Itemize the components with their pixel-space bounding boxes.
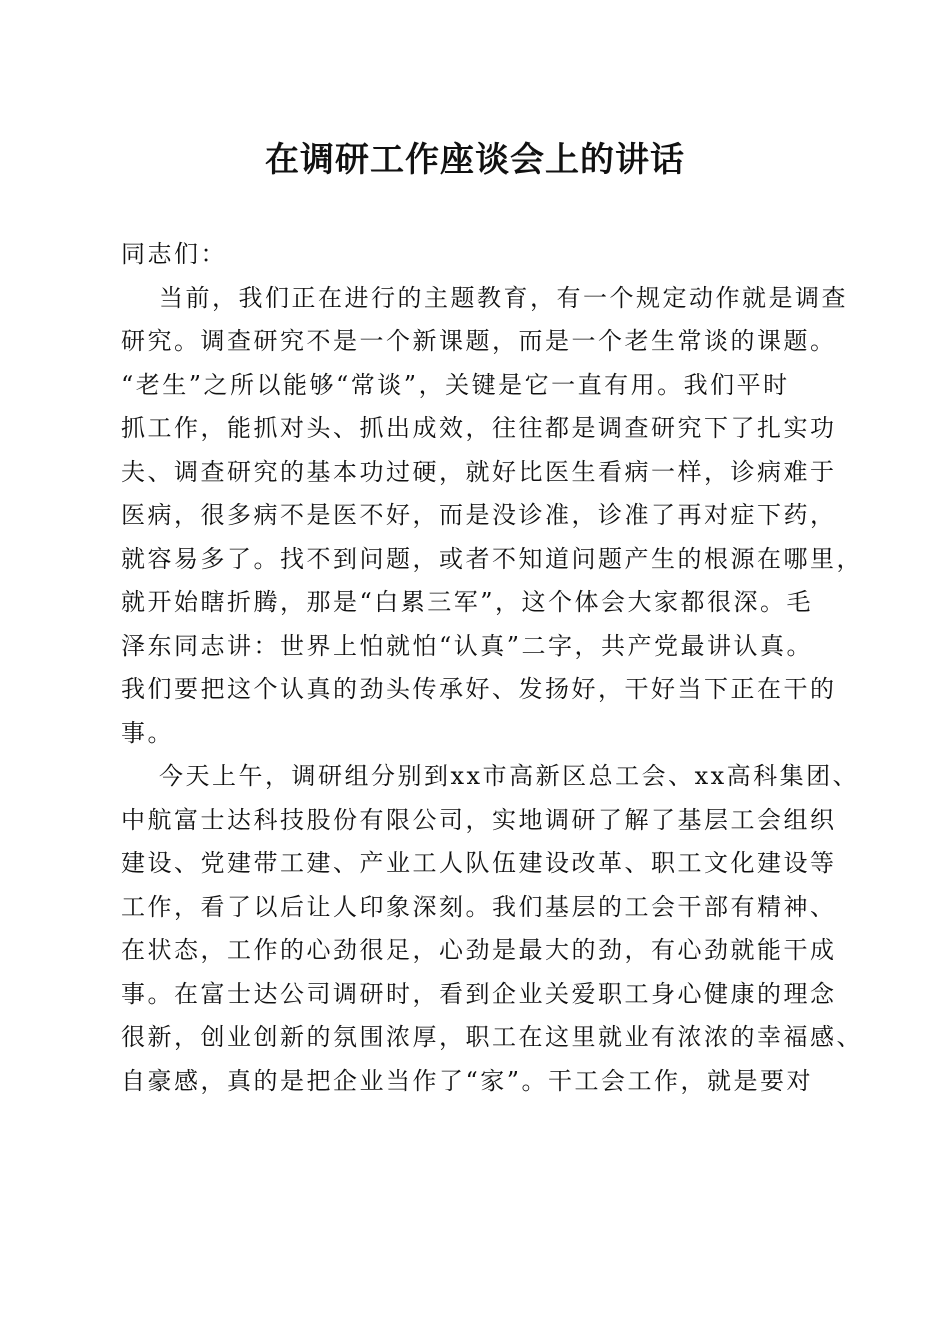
paragraph-1 [121,277,863,756]
paragraph-line: 工作，看了以后让人印象深刻。我们基层的工会干部有精神、 [121,892,837,921]
paragraph-line: 研究。调查研究不是一个新课题，而是一个老生常谈的课题。 [121,327,837,355]
paragraph-line: 在状态，工作的心劲很足，心劲是最大的劲，有心劲就能干成 [121,936,837,964]
paragraph-line: “老生”之所以能够“常谈”，关键是它一直有用。我们平时 [121,370,790,399]
paragraph-line: 事。在富士达公司调研时，看到企业关爱职工身心健康的理念 [121,979,837,1008]
paragraph-line: 夫、调查研究的基本功过硬，就好比医生看病一样，诊病难于 [121,457,837,486]
paragraph-line: 今天上午，调研组分别到xx市高新区总工会、xx高科集团、 [159,762,860,790]
paragraph-line: 建设、党建带工建、产业工人队伍建设改革、职工文化建设等 [121,849,837,877]
paragraph-line: 很新，创业创新的氛围浓厚，职工在这里就业有浓浓的幸福感、 [121,1023,863,1051]
paragraph-line: 事。 [121,718,174,747]
paragraph-line: 抓工作，能抓对头、抓出成效，往往都是调查研究下了扎实功 [121,414,837,442]
document-title: 在调研工作座谈会上的讲话 [265,140,685,180]
paragraph-line: 就容易多了。找不到问题，或者不知道问题产生的根源在哪里， [121,544,863,573]
paragraph-2 [121,755,863,1103]
paragraph-line: 就开始瞎折腾，那是“白累三军”，这个体会大家都很深。毛 [121,588,814,616]
paragraph-line: 中航富士达科技股份有限公司，实地调研了解了基层工会组织 [121,805,837,834]
paragraph-line: 当前，我们正在进行的主题教育，有一个规定动作就是调查 [159,283,848,312]
paragraph-line: 我们要把这个认真的劲头传承好、发扬好，干好当下正在干的 [121,675,837,703]
paragraph-line: 医病，很多病不是医不好，而是没诊准，诊准了再对症下药， [121,501,837,529]
paragraph-line: 泽东同志讲：世界上怕就怕“认真”二字，共产党最讲认真。 [121,631,814,660]
salutation: 同志们： [121,240,227,268]
document-body [121,233,863,1103]
paragraph-line: 自豪感，真的是把企业当作了“家”。干工会工作，就是要对 [121,1066,814,1095]
